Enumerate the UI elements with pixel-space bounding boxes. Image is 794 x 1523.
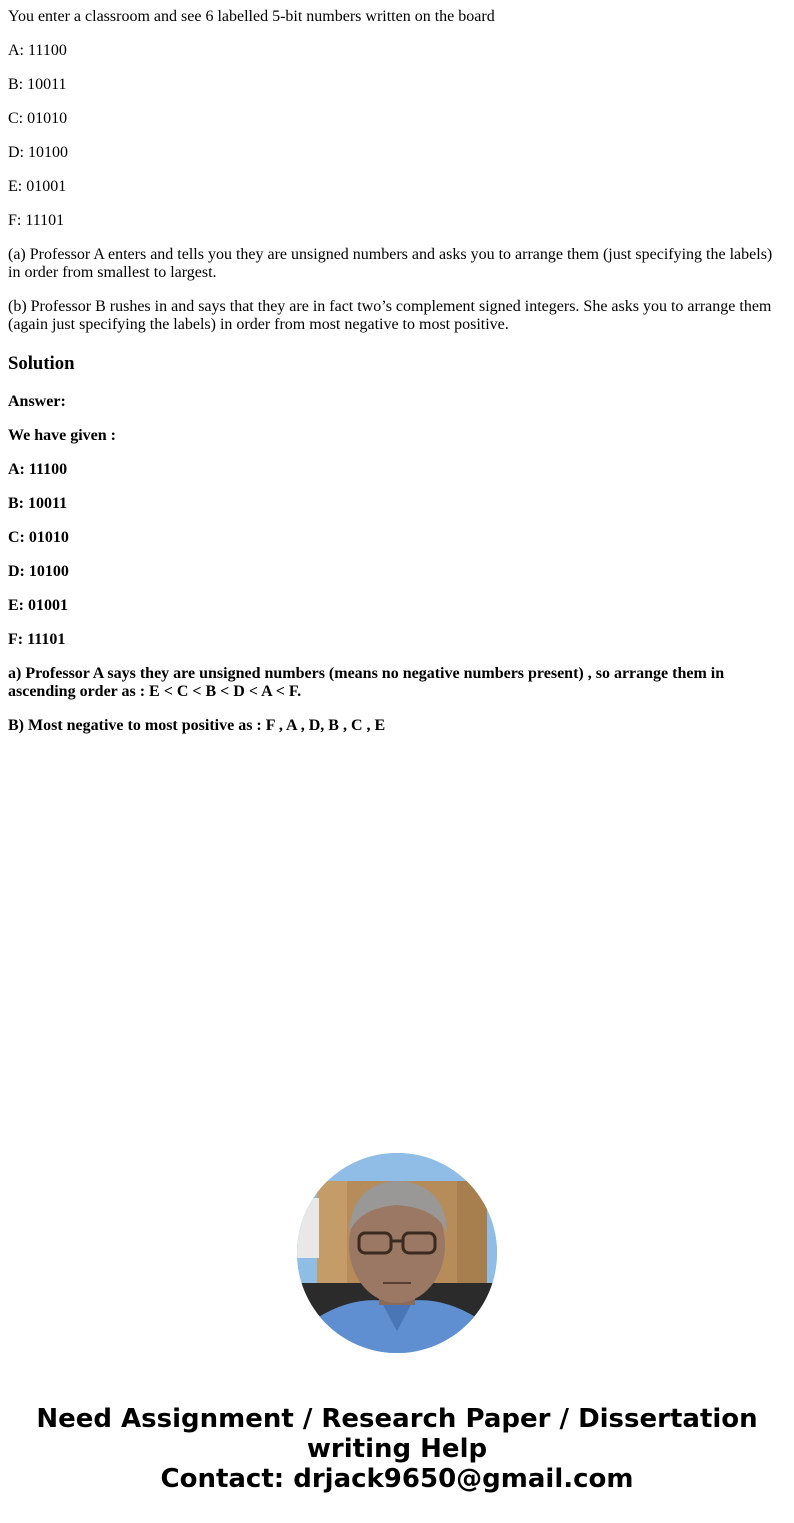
question-number-e: E: 01001: [8, 178, 67, 195]
question-part-a: (a) Professor A enters and tells you they are unsigned numbers and asks you to arrange them (just specifying the labels) in order from smallest to largest.: [8, 246, 773, 281]
solution-number-f: F: 11101: [8, 631, 66, 648]
author-avatar: [297, 1153, 497, 1353]
solution-number-d: D: 10100: [8, 563, 69, 580]
promo-line-1: Need Assignment / Research Paper / Dissertation writing Help: [36, 1404, 758, 1464]
promo-banner: [0, 1404, 794, 1494]
promo-contact-email: Contact: drjack9650@gmail.com: [160, 1464, 634, 1494]
question-intro: You enter a classroom and see 6 labelled 5-bit numbers written on the board: [8, 8, 495, 25]
question-number-c: C: 01010: [8, 110, 68, 127]
answer-label: Answer:: [8, 393, 66, 410]
solution-heading: Solution: [8, 353, 75, 374]
question-number-a: A: 11100: [8, 42, 67, 59]
answer-part-b: B) Most negative to most positive as : F , A , D, B , C , E: [8, 717, 386, 734]
answer-part-a: a) Professor A says they are unsigned numbers (means no negative numbers present) , so arrange them in ascending order as : E < C < B < D < A < F.: [8, 665, 725, 700]
solution-number-a: A: 11100: [8, 461, 68, 478]
question-number-b: B: 10011: [8, 76, 67, 93]
given-label: We have given :: [8, 427, 116, 444]
solution-number-c: C: 01010: [8, 529, 69, 546]
portrait-image: [297, 1153, 497, 1353]
solution-number-e: E: 01001: [8, 597, 68, 614]
question-number-f: F: 11101: [8, 212, 65, 229]
solution-number-b: B: 10011: [8, 495, 68, 512]
question-part-b: (b) Professor B rushes in and says that they are in fact two’s complement signed integers. She asks you to arrange them (again just specifying the labels) in order from most negative to most positive.: [8, 298, 772, 333]
question-number-d: D: 10100: [8, 144, 68, 161]
